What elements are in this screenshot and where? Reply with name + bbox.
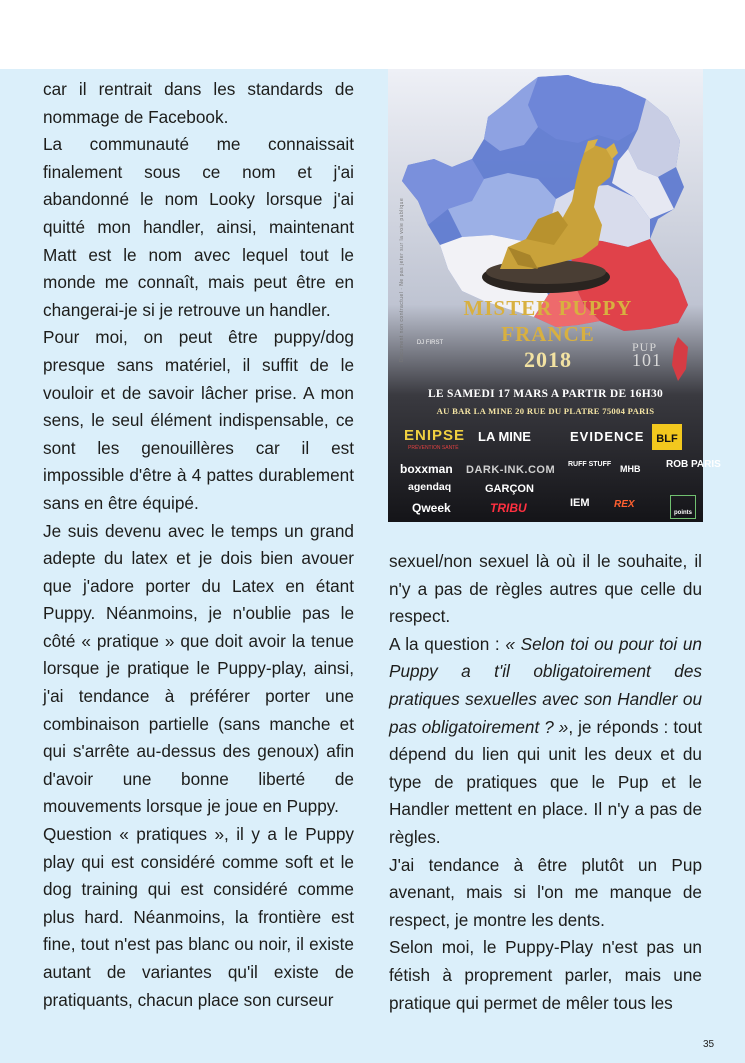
sponsor-rob: ROB PARIS: [666, 459, 721, 470]
sponsor-garcon: GARÇON: [485, 483, 534, 495]
paragraph: sexuel/non sexuel là où il le souhaite, il n'y a pas de règles autres que celle du respect.: [389, 551, 702, 627]
poster-title-line1: MISTER PUPPY: [463, 296, 633, 320]
article-column-right: [389, 548, 702, 1017]
sponsor-blf: BLF: [652, 424, 682, 450]
sponsor-boxxman: boxxman: [400, 462, 453, 476]
sponsor-iem: IEM: [570, 497, 590, 509]
sponsor-rex: REX: [614, 499, 635, 510]
pup101-logo: [632, 340, 662, 370]
paragraph: Je suis devenu avec le temps un grand adepte du latex et je dois bien avouer que j'adore porter du Latex en étant Puppy. Néanmoins, je n'oublie pas le côté « pratique » que doit avoir la tenue lorsque je pratique le Puppy-play, ainsi, j'ai tendance à préférer porter une combinaison partielle (sans manche et qui s'arrête au-dessus des genoux) afin d'avoir une bonne liberté de mouvements lorsque je joue en Puppy.: [43, 520, 354, 817]
sponsor-ruff-stuff: RUFF STUFF: [568, 461, 612, 468]
paragraph: car il rentrait dans les standards de nommage de Facebook.: [43, 79, 354, 127]
paragraph: La communauté me connaissait finalement sous ce nom et j'ai abandonné le nom Looky lorsque j'ai quitté mon handler, ainsi, maintenant Matt est le nom avec lequel tout le monde me connaît, mais peut être en changerai-je si je retrouve un handler.: [43, 134, 354, 320]
question-intro: A la question :: [389, 633, 506, 654]
pup101-logo-number: 101: [632, 350, 662, 370]
page-number: 35: [703, 1039, 715, 1050]
pup101-logo-text: PUP: [632, 340, 658, 354]
sponsor-qweek: Qweek: [412, 501, 451, 515]
sponsor-tribu: TRIBU: [490, 501, 527, 515]
poster-date-line: LE SAMEDI 17 MARS A PARTIR DE 16H30: [427, 388, 664, 400]
poster-year: 2018: [524, 347, 572, 372]
sponsor-agendaq: agendaq: [408, 481, 452, 493]
sponsor-points: points: [670, 495, 696, 519]
paragraph: Question « pratiques », il y a le Puppy play qui est considéré comme soft et le dog training qui est considéré comme plus hard. Néanmoins, la frontière est fine, tout n'est pas blanc ou noir, il existe autant de variantes qu'il existe de pratiquants, chacun place son curseur: [43, 824, 354, 1010]
poster-venue-line: AU BAR LA MINE 20 RUE DU PLATRE 75004 PARIS: [436, 406, 655, 416]
question-answer: , je réponds : tout dépend du lien qui unit les deux et du type de pratiques que le Pup et le Handler mettent en place. Il n'y a pas de règles.: [389, 716, 702, 847]
sponsor-enipse: ENIPSE: [404, 427, 466, 444]
paragraph: Selon moi, le Puppy-Play n'est pas un fétish à proprement parler, mais une pratique qui permet de mêler tous les: [389, 937, 702, 1013]
sponsor-la-mine: LA MINE: [478, 429, 531, 444]
dj-first-logo: DJ FIRST: [416, 340, 444, 346]
article-column-left: [43, 76, 354, 1014]
poster-title-line2: FRANCE: [501, 322, 595, 346]
question-quote: « Selon toi ou pour toi un Puppy a t'il obligatoirement des pratiques sexuelles avec son Handler ou pas obligatoirement ? »: [389, 633, 702, 737]
sponsor-evidence: EVIDENCE: [570, 429, 645, 444]
sponsor-mhb: MHB: [620, 464, 641, 474]
paragraph: J'ai tendance à être plutôt un Pup avenant, mais si l'on me manque de respect, je montre les dents.: [389, 854, 702, 930]
paragraph: Pour moi, on peut être puppy/dog presque sans matériel, il suffit de le vouloir et de savoir lâcher prise. A mon sens, le seul élément indispensable, ce sont les genouillères car il est impossible d'être à 4 pattes durablement sans en être équipé.: [43, 327, 354, 513]
paragraph-question: [389, 631, 702, 852]
sponsor-enipse-sub: PRÉVENTION SANTÉ: [408, 445, 459, 451]
sponsor-dark-ink: DARK-INK.COM: [466, 464, 556, 476]
event-poster: [388, 69, 721, 522]
poster-vertical-credit: Document non contractuel · Ne pas jeter sur la voie publique: [399, 197, 405, 362]
